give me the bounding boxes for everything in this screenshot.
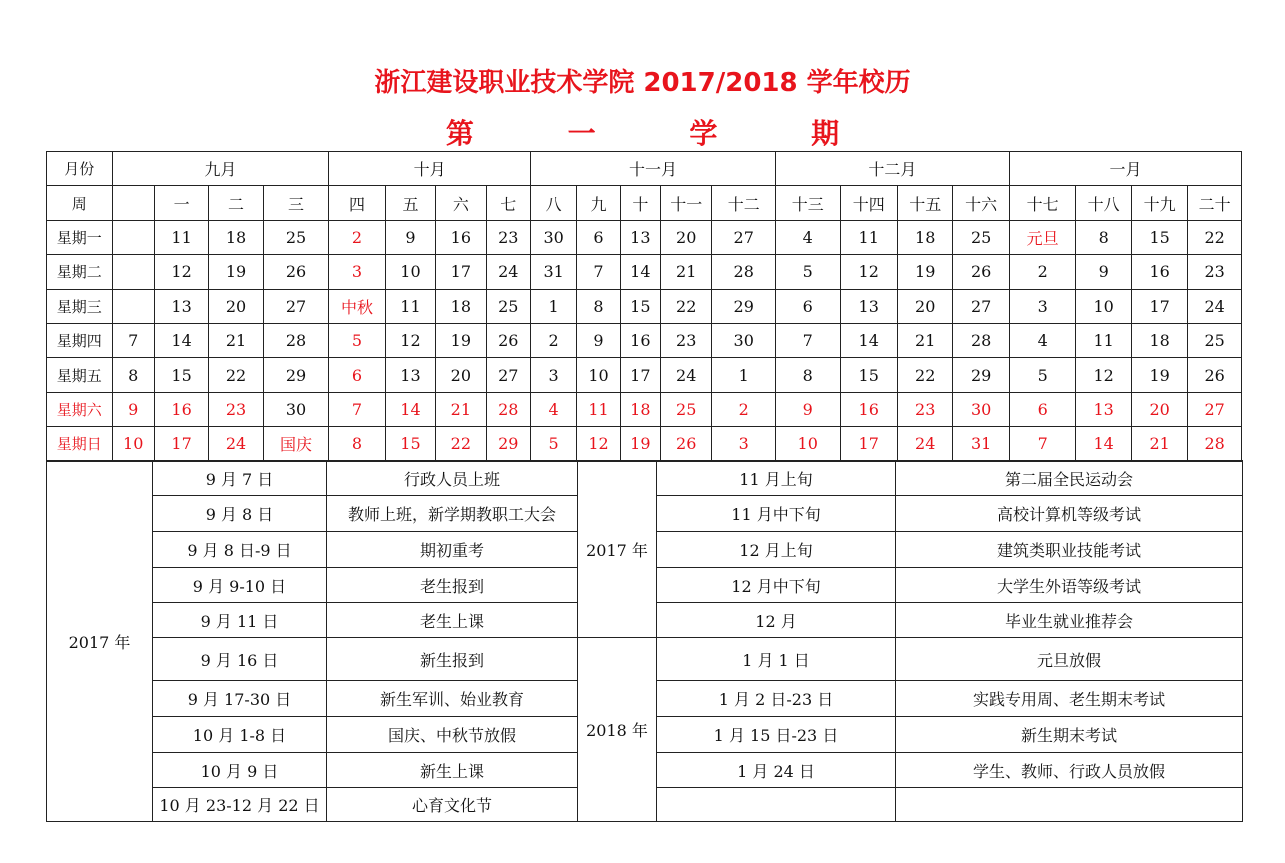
day-cell: 27 <box>486 358 530 392</box>
day-cell: 21 <box>1131 427 1187 461</box>
day-cell: 30 <box>953 392 1009 426</box>
event-date: 10 月 1-8 日 <box>153 717 327 753</box>
day-cell: 8 <box>577 289 620 323</box>
day-cell: 5 <box>530 427 576 461</box>
year-label: 2017 年 <box>578 461 657 638</box>
day-cell: 11 <box>385 289 435 323</box>
day-cell: 19 <box>209 255 263 289</box>
weekday-label: 星期一 <box>47 220 113 254</box>
event-date: 12 月上旬 <box>657 532 896 568</box>
day-cell: 28 <box>953 323 1009 357</box>
day-cell: 18 <box>897 220 952 254</box>
event-date: 1 月 24 日 <box>657 753 896 788</box>
event-name: 第二届全民运动会 <box>896 461 1243 496</box>
week-number: 十七 <box>1009 186 1076 220</box>
day-cell: 10 <box>112 427 154 461</box>
weekday-row <box>47 392 1242 426</box>
day-cell: 29 <box>263 358 329 392</box>
month-header: 十二月 <box>775 152 1009 186</box>
day-cell: 21 <box>897 323 952 357</box>
event-name: 新生报到 <box>327 638 578 681</box>
event-date: 9 月 8 日-9 日 <box>153 532 327 568</box>
day-cell: 7 <box>329 392 385 426</box>
day-cell: 27 <box>712 220 776 254</box>
day-cell: 9 <box>775 392 840 426</box>
day-cell: 6 <box>577 220 620 254</box>
week-number: 一 <box>154 186 208 220</box>
day-cell: 2 <box>329 220 385 254</box>
day-cell: 20 <box>661 220 712 254</box>
week-number: 十六 <box>953 186 1009 220</box>
day-cell <box>112 255 154 289</box>
day-cell: 24 <box>486 255 530 289</box>
month-header: 九月 <box>112 152 329 186</box>
day-cell: 26 <box>263 255 329 289</box>
day-cell: 2 <box>1009 255 1076 289</box>
day-cell: 16 <box>154 392 208 426</box>
day-cell: 4 <box>775 220 840 254</box>
day-cell: 25 <box>486 289 530 323</box>
weekday-label: 星期三 <box>47 289 113 323</box>
week-number: 四 <box>329 186 385 220</box>
week-number: 二十 <box>1188 186 1242 220</box>
event-name: 实践专用周、老生期末考试 <box>896 681 1243 717</box>
day-cell: 26 <box>661 427 712 461</box>
week-number: 六 <box>436 186 486 220</box>
day-cell: 8 <box>112 358 154 392</box>
day-cell: 20 <box>1131 392 1187 426</box>
day-cell: 31 <box>953 427 1009 461</box>
day-cell: 21 <box>209 323 263 357</box>
event-name: 新生期末考试 <box>896 717 1243 753</box>
day-cell: 13 <box>1076 392 1131 426</box>
day-cell: 27 <box>263 289 329 323</box>
day-cell: 4 <box>530 392 576 426</box>
day-cell: 9 <box>385 220 435 254</box>
day-cell: 24 <box>897 427 952 461</box>
semester-subtitle: 第 一 学 期 <box>445 117 882 150</box>
day-cell: 22 <box>1188 220 1242 254</box>
event-name: 心育文化节 <box>327 788 578 822</box>
day-cell: 8 <box>775 358 840 392</box>
event-date: 1 月 2 日-23 日 <box>657 681 896 717</box>
day-cell: 18 <box>1131 323 1187 357</box>
year-label: 2017 年 <box>47 461 153 822</box>
day-cell: 16 <box>1131 255 1187 289</box>
event-name: 建筑类职业技能考试 <box>896 532 1243 568</box>
event-date: 10 月 9 日 <box>153 753 327 788</box>
week-number: 八 <box>530 186 576 220</box>
day-cell: 10 <box>775 427 840 461</box>
event-name: 老生报到 <box>327 568 578 603</box>
weekday-row <box>47 427 1242 461</box>
day-cell: 18 <box>620 392 660 426</box>
day-cell <box>112 220 154 254</box>
week-label: 周 <box>47 186 113 220</box>
event-date <box>657 788 896 822</box>
weekday-row <box>47 323 1242 357</box>
day-cell: 10 <box>1076 289 1131 323</box>
day-cell: 8 <box>1076 220 1131 254</box>
page-title: 浙江建设职业技术学院 2017/2018 学年校历 <box>374 68 911 98</box>
event-date: 1 月 1 日 <box>657 638 896 681</box>
weekday-row <box>47 255 1242 289</box>
event-name <box>896 788 1243 822</box>
day-cell: 12 <box>1076 358 1131 392</box>
day-cell: 19 <box>436 323 486 357</box>
day-cell: 15 <box>840 358 897 392</box>
day-cell: 15 <box>1131 220 1187 254</box>
day-cell: 15 <box>154 358 208 392</box>
event-date: 12 月中下旬 <box>657 568 896 603</box>
week-number: 十八 <box>1076 186 1131 220</box>
day-cell: 10 <box>577 358 620 392</box>
day-cell: 2 <box>530 323 576 357</box>
event-name: 国庆、中秋节放假 <box>327 717 578 753</box>
event-date: 9 月 16 日 <box>153 638 327 681</box>
event-date: 9 月 17-30 日 <box>153 681 327 717</box>
event-date: 9 月 11 日 <box>153 603 327 638</box>
month-header-row <box>47 152 1242 186</box>
event-row <box>47 461 1243 496</box>
day-cell: 17 <box>436 255 486 289</box>
day-cell: 27 <box>1188 392 1242 426</box>
day-cell: 8 <box>329 427 385 461</box>
event-row <box>47 638 1243 681</box>
day-cell: 25 <box>661 392 712 426</box>
week-number: 十二 <box>712 186 776 220</box>
day-cell: 5 <box>329 323 385 357</box>
day-cell: 24 <box>1188 289 1242 323</box>
event-date: 9 月 9-10 日 <box>153 568 327 603</box>
day-cell: 3 <box>530 358 576 392</box>
day-cell: 5 <box>1009 358 1076 392</box>
day-cell: 13 <box>840 289 897 323</box>
event-name: 学生、教师、行政人员放假 <box>896 753 1243 788</box>
week-number: 二 <box>209 186 263 220</box>
day-cell: 9 <box>1076 255 1131 289</box>
day-cell <box>112 289 154 323</box>
day-cell: 23 <box>209 392 263 426</box>
day-cell: 16 <box>840 392 897 426</box>
event-name: 大学生外语等级考试 <box>896 568 1243 603</box>
events-table <box>46 460 1243 822</box>
day-cell: 25 <box>1188 323 1242 357</box>
day-cell: 21 <box>661 255 712 289</box>
day-cell: 19 <box>1131 358 1187 392</box>
day-cell: 17 <box>1131 289 1187 323</box>
event-name: 高校计算机等级考试 <box>896 496 1243 532</box>
day-cell: 18 <box>436 289 486 323</box>
month-label: 月份 <box>47 152 113 186</box>
day-cell: 13 <box>385 358 435 392</box>
day-cell: 12 <box>385 323 435 357</box>
weekday-label: 星期日 <box>47 427 113 461</box>
weekday-label: 星期六 <box>47 392 113 426</box>
day-cell: 29 <box>953 358 1009 392</box>
day-cell: 14 <box>385 392 435 426</box>
day-cell: 22 <box>436 427 486 461</box>
day-cell: 25 <box>263 220 329 254</box>
event-name: 老生上课 <box>327 603 578 638</box>
event-date: 1 月 15 日-23 日 <box>657 717 896 753</box>
event-name: 教师上班，新学期教职工大会 <box>327 496 578 532</box>
day-cell: 6 <box>329 358 385 392</box>
day-cell: 21 <box>436 392 486 426</box>
day-cell: 16 <box>436 220 486 254</box>
day-cell: 国庆 <box>263 427 329 461</box>
day-cell: 23 <box>486 220 530 254</box>
day-cell: 11 <box>577 392 620 426</box>
event-name: 新生上课 <box>327 753 578 788</box>
day-cell: 元旦 <box>1009 220 1076 254</box>
day-cell: 13 <box>620 220 660 254</box>
week-number: 五 <box>385 186 435 220</box>
month-header: 十一月 <box>530 152 775 186</box>
day-cell: 13 <box>154 289 208 323</box>
event-name: 毕业生就业推荐会 <box>896 603 1243 638</box>
day-cell: 28 <box>712 255 776 289</box>
day-cell: 25 <box>953 220 1009 254</box>
day-cell: 12 <box>154 255 208 289</box>
day-cell: 12 <box>840 255 897 289</box>
event-name: 元旦放假 <box>896 638 1243 681</box>
event-date: 10 月 23-12 月 22 日 <box>153 788 327 822</box>
day-cell: 24 <box>209 427 263 461</box>
week-number: 十 <box>620 186 660 220</box>
day-cell: 20 <box>897 289 952 323</box>
day-cell: 1 <box>712 358 776 392</box>
day-cell: 24 <box>661 358 712 392</box>
week-header-row <box>47 186 1242 220</box>
day-cell: 29 <box>712 289 776 323</box>
day-cell: 28 <box>486 392 530 426</box>
day-cell: 7 <box>775 323 840 357</box>
day-cell: 23 <box>1188 255 1242 289</box>
day-cell: 11 <box>1076 323 1131 357</box>
day-cell: 17 <box>840 427 897 461</box>
week-number: 九 <box>577 186 620 220</box>
weekday-label: 星期二 <box>47 255 113 289</box>
day-cell: 19 <box>620 427 660 461</box>
week-number: 三 <box>263 186 329 220</box>
day-cell: 11 <box>154 220 208 254</box>
day-cell: 22 <box>661 289 712 323</box>
day-cell: 3 <box>1009 289 1076 323</box>
day-cell: 23 <box>897 392 952 426</box>
week-number: 十三 <box>775 186 840 220</box>
weekday-label: 星期四 <box>47 323 113 357</box>
day-cell: 20 <box>209 289 263 323</box>
day-cell: 17 <box>620 358 660 392</box>
day-cell: 3 <box>712 427 776 461</box>
day-cell: 18 <box>209 220 263 254</box>
event-date: 9 月 8 日 <box>153 496 327 532</box>
day-cell: 6 <box>1009 392 1076 426</box>
day-cell: 4 <box>1009 323 1076 357</box>
event-date: 12 月 <box>657 603 896 638</box>
week-number: 十九 <box>1131 186 1187 220</box>
event-date: 11 月上旬 <box>657 461 896 496</box>
day-cell: 30 <box>530 220 576 254</box>
day-cell: 22 <box>209 358 263 392</box>
month-header: 一月 <box>1009 152 1241 186</box>
day-cell: 7 <box>112 323 154 357</box>
event-date: 11 月中下旬 <box>657 496 896 532</box>
year-label: 2018 年 <box>578 638 657 822</box>
day-cell: 23 <box>661 323 712 357</box>
day-cell: 20 <box>436 358 486 392</box>
day-cell: 15 <box>620 289 660 323</box>
day-cell: 27 <box>953 289 1009 323</box>
week-number: 十一 <box>661 186 712 220</box>
week-number: 十五 <box>897 186 952 220</box>
day-cell: 9 <box>112 392 154 426</box>
day-cell: 7 <box>1009 427 1076 461</box>
week-number <box>112 186 154 220</box>
event-date: 9 月 7 日 <box>153 461 327 496</box>
day-cell: 30 <box>712 323 776 357</box>
day-cell: 17 <box>154 427 208 461</box>
day-cell: 14 <box>620 255 660 289</box>
day-cell: 2 <box>712 392 776 426</box>
day-cell: 中秋 <box>329 289 385 323</box>
day-cell: 30 <box>263 392 329 426</box>
day-cell: 26 <box>953 255 1009 289</box>
day-cell: 15 <box>385 427 435 461</box>
day-cell: 9 <box>577 323 620 357</box>
day-cell: 22 <box>897 358 952 392</box>
week-number: 十四 <box>840 186 897 220</box>
day-cell: 12 <box>577 427 620 461</box>
weekday-row <box>47 358 1242 392</box>
weekday-row <box>47 220 1242 254</box>
calendar-grid <box>46 151 1242 462</box>
day-cell: 5 <box>775 255 840 289</box>
day-cell: 28 <box>1188 427 1242 461</box>
weekday-row <box>47 289 1242 323</box>
event-name: 新生军训、始业教育 <box>327 681 578 717</box>
day-cell: 7 <box>577 255 620 289</box>
weekday-label: 星期五 <box>47 358 113 392</box>
day-cell: 26 <box>1188 358 1242 392</box>
day-cell: 14 <box>1076 427 1131 461</box>
day-cell: 16 <box>620 323 660 357</box>
day-cell: 19 <box>897 255 952 289</box>
day-cell: 3 <box>329 255 385 289</box>
day-cell: 14 <box>840 323 897 357</box>
day-cell: 28 <box>263 323 329 357</box>
day-cell: 14 <box>154 323 208 357</box>
day-cell: 11 <box>840 220 897 254</box>
month-header: 十月 <box>329 152 531 186</box>
event-name: 期初重考 <box>327 532 578 568</box>
day-cell: 6 <box>775 289 840 323</box>
day-cell: 26 <box>486 323 530 357</box>
day-cell: 10 <box>385 255 435 289</box>
day-cell: 1 <box>530 289 576 323</box>
day-cell: 29 <box>486 427 530 461</box>
week-number: 七 <box>486 186 530 220</box>
day-cell: 31 <box>530 255 576 289</box>
event-name: 行政人员上班 <box>327 461 578 496</box>
